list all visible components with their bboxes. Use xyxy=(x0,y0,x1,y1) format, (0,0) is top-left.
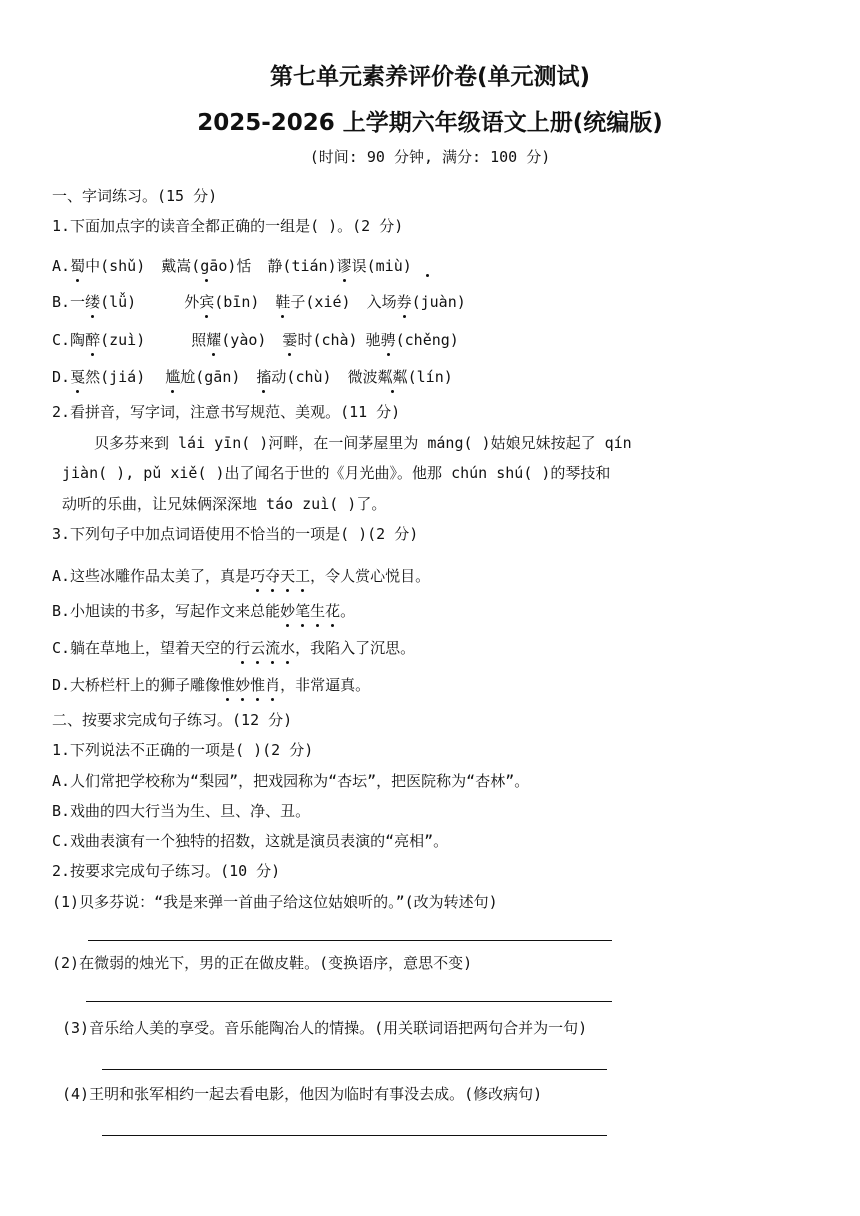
q1-stem: 1.下面加点字的读音全都正确的一组是( )。(2 分) xyxy=(52,217,404,235)
dotted-char: 嵩(gāo) xyxy=(176,257,237,275)
q2-line-2: jiàn( ), pǔ xiě( )出了闻名于世的《月光曲》。他那 chún shú( )的琴技和 xyxy=(62,464,611,482)
dotted-char: 妙 xyxy=(280,602,296,620)
dotted-char: 流 xyxy=(265,639,281,657)
dotted-char: 惟 xyxy=(250,676,266,694)
dotted-char: 粼粼 xyxy=(377,368,408,386)
section-2-heading: 二、按要求完成句子练习。(12 分) xyxy=(52,711,293,729)
q3-stem: 3.下列句子中加点词语使用不恰当的一项是( )(2 分) xyxy=(52,525,419,543)
dotted-char: 醉 xyxy=(85,331,101,349)
answer-line[interactable] xyxy=(102,1069,607,1070)
dotted-char: 花 xyxy=(325,602,341,620)
q3-option-b: B.小旭读的书多，写起作文来总能妙笔生花。 xyxy=(52,602,356,620)
dotted-char: 戛 xyxy=(70,368,86,386)
q3-option-c: C.躺在草地上，望着天空的行云流水，我陷入了沉思。 xyxy=(52,639,416,657)
dotted-char: 尴 xyxy=(165,368,181,386)
s2-q1-option-b: B.戏曲的四大行当为生、旦、净、丑。 xyxy=(52,802,311,820)
dotted-word xyxy=(235,639,295,657)
dotted-char: 骋 xyxy=(380,331,396,349)
q2-line-1: 贝多芬来到 lái yīn( )河畔，在一间茅屋里为 máng( )姑娘兄妹按起了 qín xyxy=(94,434,632,452)
answer-line[interactable] xyxy=(88,940,612,941)
dotted-char: 缕 xyxy=(85,293,101,311)
dotted-word xyxy=(280,602,340,620)
dotted-char: 蜀 xyxy=(70,257,86,275)
s2-q1-option-a: A.人们常把学校称为“梨园”，把戏园称为“杏坛”，把医院称为“杏林”。 xyxy=(52,772,530,790)
exam-title: 第七单元素养评价卷(单元测试) xyxy=(269,64,591,90)
q1-option-b: B.一缕(lǚ) 外宾(bīn) 鞋子(xié) 入场券(juàn) xyxy=(52,293,466,311)
q2-stem: 2.看拼音，写字词，注意书写规范、美观。(11 分) xyxy=(52,403,401,421)
s2-q2-part-1: (1)贝多芬说：“我是来弹一首曲子给这位姑娘听的。”(改为转述句) xyxy=(52,893,498,911)
dotted-char: 生 xyxy=(310,602,326,620)
dotted-char: 搐 xyxy=(256,368,272,386)
dotted-char: 巧 xyxy=(250,567,266,585)
dotted-word xyxy=(220,676,280,694)
q1-option-c: C.陶醉(zuì) 照耀(yào) 霎时(chà) 驰骋(chěng) xyxy=(52,331,459,349)
q1-option-a: A.蜀中(shǔ) 戴嵩(gāo)恬 静(tián)谬误(miù) xyxy=(52,257,412,275)
s2-q1-stem: 1.下列说法不正确的一项是( )(2 分) xyxy=(52,741,314,759)
s2-q2-stem: 2.按要求完成句子练习。(10 分) xyxy=(52,862,281,880)
dotted-char: 鞋 xyxy=(275,293,291,311)
s2-q1-option-c: C.戏曲表演有一个独特的招数，这就是演员表演的“亮相”。 xyxy=(52,832,449,850)
dotted-char: 夺 xyxy=(265,567,281,585)
q3-option-a: A.这些冰雕作品太美了，真是巧夺天工，令人赏心悦目。 xyxy=(52,567,431,585)
answer-line[interactable] xyxy=(86,1001,612,1002)
dotted-char: 霎 xyxy=(282,331,298,349)
s2-q2-part-2: (2)在微弱的烛光下，男的正在做皮鞋。(变换语序，意思不变) xyxy=(52,954,473,972)
dotted-word xyxy=(250,567,310,585)
s2-q2-part-4: (4)王明和张军相约一起去看电影，他因为临时有事没去成。(修改病句) xyxy=(62,1085,543,1103)
q1-option-d: D.戛然(jiá) 尴尬(gān) 搐动(chù) 微波粼粼(lín) xyxy=(52,368,453,386)
dotted-char: 行 xyxy=(235,639,251,657)
dotted-char: 水 xyxy=(280,639,296,657)
dotted-char: 肖 xyxy=(265,676,281,694)
q2-line-3: 动听的乐曲，让兄妹俩深深地 táo zuì( )了。 xyxy=(62,495,387,513)
answer-line[interactable] xyxy=(102,1135,607,1136)
dotted-char: 笔 xyxy=(295,602,311,620)
dotted-char: 工 xyxy=(295,567,311,585)
s2-q2-part-3: (3)音乐给人美的享受。音乐能陶冶人的情操。(用关联词语把两句合并为一句) xyxy=(62,1019,588,1037)
exam-subtitle: 2025-2026 上学期六年级语文上册(统编版) xyxy=(197,110,663,136)
exam-meta: (时间: 90 分钟, 满分: 100 分) xyxy=(309,148,551,166)
q3-option-d: D.大桥栏杆上的狮子雕像惟妙惟肖，非常逼真。 xyxy=(52,676,371,694)
dotted-char: 妙 xyxy=(235,676,251,694)
dotted-char: 谬 xyxy=(336,257,352,275)
section-1-heading: 一、字词练习。(15 分) xyxy=(52,187,218,205)
dotted-char: 券 xyxy=(396,293,412,311)
dotted-char: 耀 xyxy=(206,331,222,349)
dotted-char: 天 xyxy=(280,567,296,585)
dotted-char: 云 xyxy=(250,639,266,657)
dotted-char: 惟 xyxy=(220,676,236,694)
dotted-char: 宾 xyxy=(199,293,215,311)
